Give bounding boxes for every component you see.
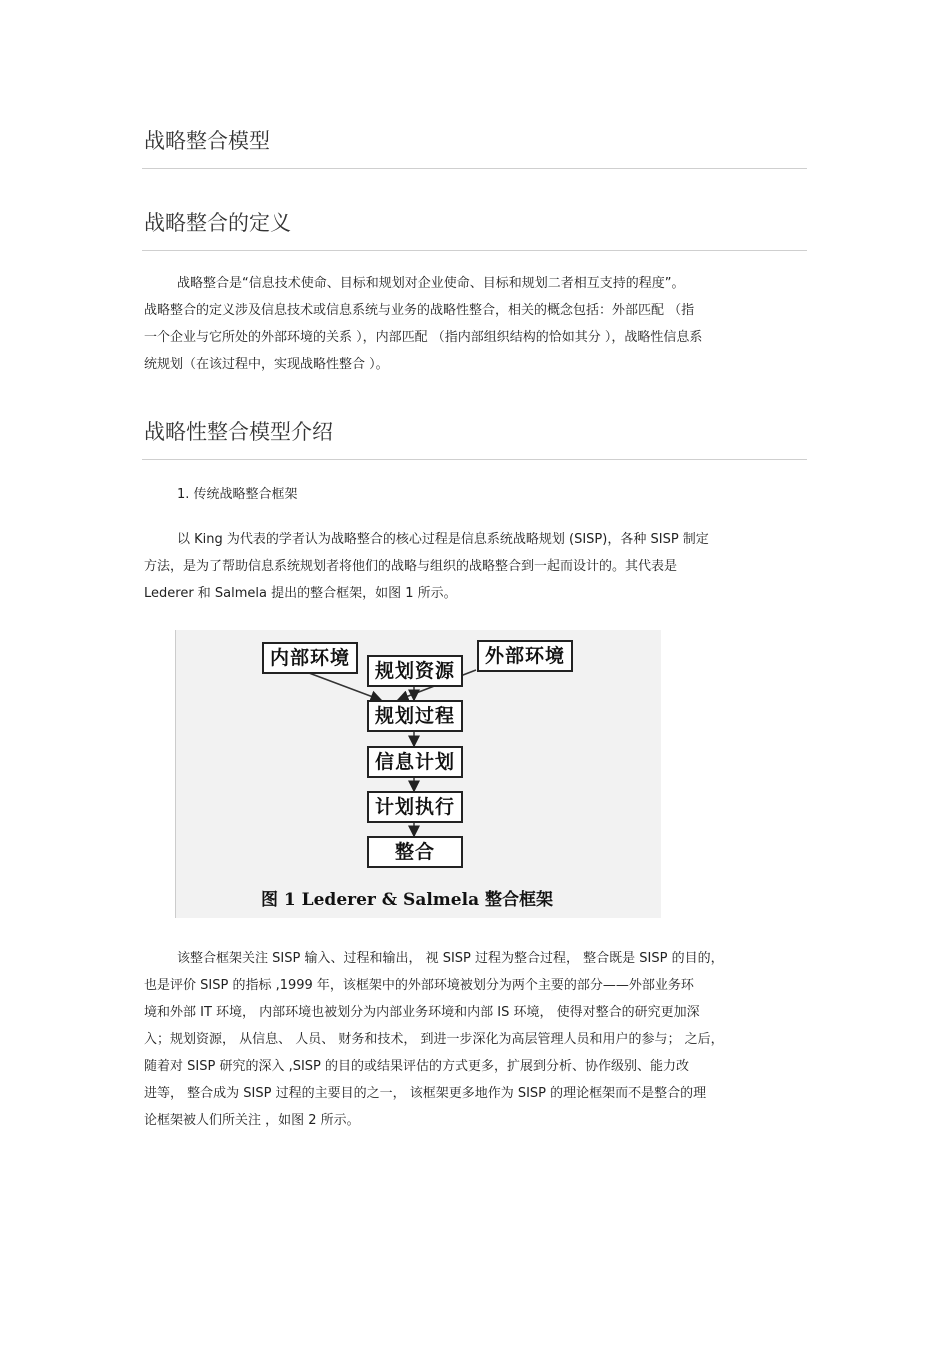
paragraph-line: Lederer 和 Salmela 提出的整合框架，如图 1 所示。 xyxy=(144,586,457,601)
box-info-plan: 信息计划 xyxy=(367,746,463,778)
section-heading-definition: 战略整合的定义 xyxy=(144,211,291,235)
box-planning-process: 规划过程 xyxy=(367,700,463,732)
paragraph-line: 该整合框架关注 SISP 输入、过程和输出， 视 SISP 过程为整合过程， 整合既是 SISP 的目的， xyxy=(177,951,724,966)
box-internal-env: 内部环境 xyxy=(262,642,358,674)
title-divider xyxy=(142,168,807,169)
section-divider xyxy=(142,250,807,251)
section-heading-models: 战略性整合模型介绍 xyxy=(144,420,333,444)
box-plan-execution: 计划执行 xyxy=(367,791,463,823)
king-paragraph xyxy=(144,526,809,607)
figure-1 xyxy=(175,630,661,918)
paragraph-line: 以 King 为代表的学者认为战略整合的核心过程是信息系统战略规划 (SISP)，各种 SISP 制定 xyxy=(177,532,709,547)
paragraph-line: 战略整合的定义涉及信息技术或信息系统与业务的战略性整合，相关的概念包括：外部匹配 （指 xyxy=(144,303,695,318)
paragraph-line: 随着对 SISP 研究的深入 ,SISP 的目的或结果评估的方式更多，扩展到分析、协作级别、能力改 xyxy=(144,1059,690,1074)
list-item xyxy=(144,481,809,508)
box-integration: 整合 xyxy=(367,836,463,868)
paragraph-line: 论框架被人们所关注 ，如图 2 所示。 xyxy=(144,1113,360,1128)
paragraph-line: 方法，是为了帮助信息系统规划者将他们的战略与组织的战略整合到一起而设计的。其代表是 xyxy=(144,559,678,574)
box-external-env: 外部环境 xyxy=(477,640,573,672)
figure-caption: 图 1 Lederer & Salmela 整合框架 xyxy=(261,890,553,910)
paragraph-line: 境和外部 IT 环境， 内部环境也被划分为内部业务环境和内部 IS 环境， 使得对整合的研究更加深 xyxy=(144,1005,700,1020)
section-divider xyxy=(142,459,807,460)
framework-paragraph xyxy=(144,945,809,1134)
definition-paragraph xyxy=(144,270,809,378)
box-planning-resources: 规划资源 xyxy=(367,655,463,687)
paragraph-line: 一个企业与它所处的外部环境的关系 ），内部匹配 （指内部组织结构的恰如其分 ），战略性信息系 xyxy=(144,330,703,345)
paragraph-line: 统规划（在该过程中，实现战略性整合 ）。 xyxy=(144,357,389,372)
paragraph-line: 入；规划资源， 从信息、 人员、 财务和技术， 到进一步深化为高层管理人员和用户的参与； 之后， xyxy=(144,1032,724,1047)
paragraph-line: 也是评价 SISP 的指标 ,1999 年，该框架中的外部环境被划分为两个主要的部分——外部业务环 xyxy=(144,978,694,993)
page-title: 战略整合模型 xyxy=(144,129,270,153)
paragraph-line: 进等， 整合成为 SISP 过程的主要目的之一， 该框架更多地作为 SISP 的理论框架而不是整合的理 xyxy=(144,1086,707,1101)
list-item-text: 1. 传统战略整合框架 xyxy=(177,487,298,502)
paragraph-line: 战略整合是“信息技术使命、目标和规划对企业使命、目标和规划二者相互支持的程度”。 xyxy=(177,276,685,291)
